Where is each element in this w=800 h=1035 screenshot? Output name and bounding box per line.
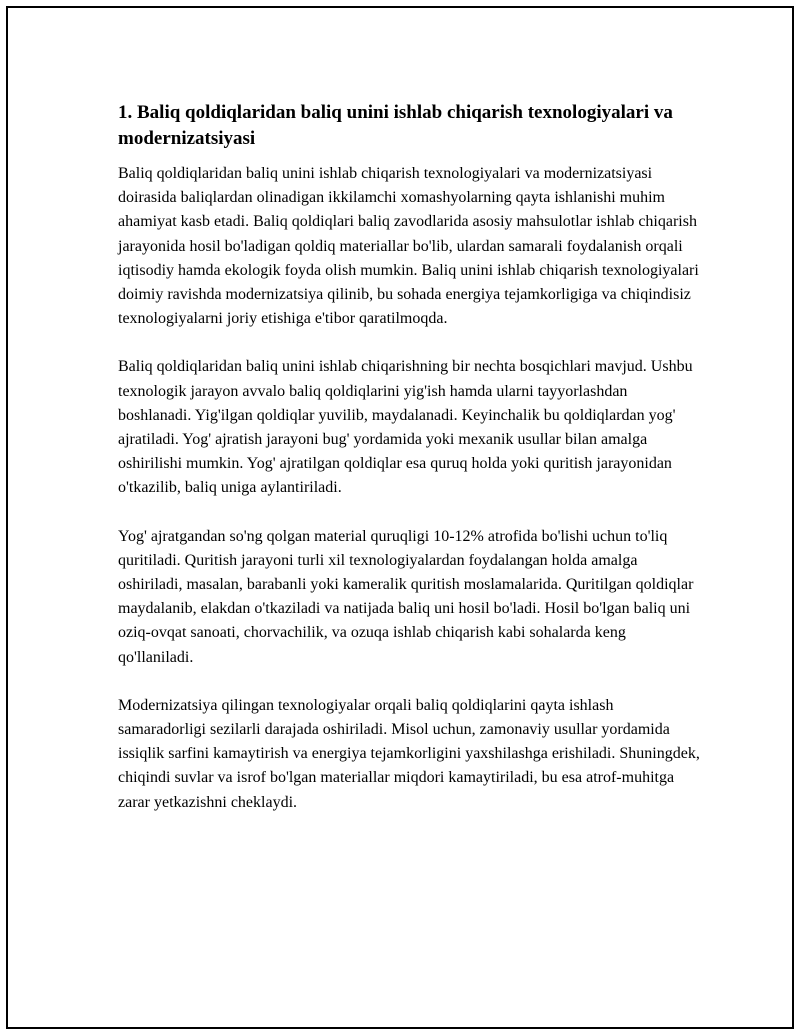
paragraph-4: Modernizatsiya qilingan texnologiyalar orqali baliq qoldiqlarini qayta ishlash samaradorligi sezilarli darajada oshiriladi. Misol uchun, zamonaviy usullar yordamida issiqlik sarfini kamaytirish va energiya tejamkorligini yaxshilashga erishiladi. Shuningdek, chiqindi suvlar va isrof bo'lgan materiallar miqdori kamaytiriladi, bu esa atrof-muhitga zarar yetkazishni cheklaydi. bbox=[118, 696, 700, 811]
document-content bbox=[118, 100, 703, 839]
paragraph-3: Yog' ajratgandan so'ng qolgan material quruqligi 10-12% atrofida bo'lishi uchun to'liq quritiladi. Quritish jarayoni turli xil texnologiyalardan foydalangan holda amalga oshiriladi, masalan, barabanli yoki kameralik quritish moslamalarida. Quritilgan qoldiqlar maydalanib, elakdan o'tkaziladi va natijada baliq uni hosil bo'ladi. Hosil bo'lgan baliq uni oziq-ovqat sanoati, chorvachilik, va ozuqa ishlab chiqarish kabi sohalarda keng qo'llaniladi. bbox=[118, 527, 694, 666]
document-page bbox=[6, 6, 794, 1029]
paragraph-2: Baliq qoldiqlaridan baliq unini ishlab chiqarishning bir nechta bosqichlari mavjud. Ushbu texnologik jarayon avvalo baliq qoldiqlarini yig'ish hamda ularni tayyorlashdan boshlanadi. Yig'ilgan qoldiqlar yuvilib, maydalanadi. Keyinchalik bu qoldiqlardan yog' ajratiladi. Yog' ajratish jarayoni bug' yordamida yoki mexanik usullar bilan amalga oshirilishi mumkin. Yog' ajratilgan qoldiqlar esa quruq holda yoki quritish jarayonidan o'tkazilib, baliq uniga aylantiriladi. bbox=[118, 358, 693, 497]
section-heading: 1. Baliq qoldiqlaridan baliq unini ishlab chiqarish texnologiyalari va modernizatsiyasi bbox=[118, 102, 673, 149]
paragraph-1: Baliq qoldiqlaridan baliq unini ishlab chiqarish texnologiyalari va modernizatsiyasi doirasida baliqlardan olinadigan ikkilamchi xomashyolarning qayta ishlanishi muhim ahamiyat kasb etadi. Baliq qoldiqlari baliq zavodlarida asosiy mahsulotlar ishlab chiqarish jarayonida hosil bo'ladigan qoldiq materiallar bo'lib, ulardan samarali foydalanish orqali iqtisodiy hamda ekologik foyda olish mumkin. Baliq unini ishlab chiqarish texnologiyalari doimiy ravishda modernizatsiya qilinib, bu sohada energiya tejamkorligiga va chiqindisiz texnologiyalarni joriy etishiga e'tibor qaratilmoqda. bbox=[118, 165, 699, 328]
